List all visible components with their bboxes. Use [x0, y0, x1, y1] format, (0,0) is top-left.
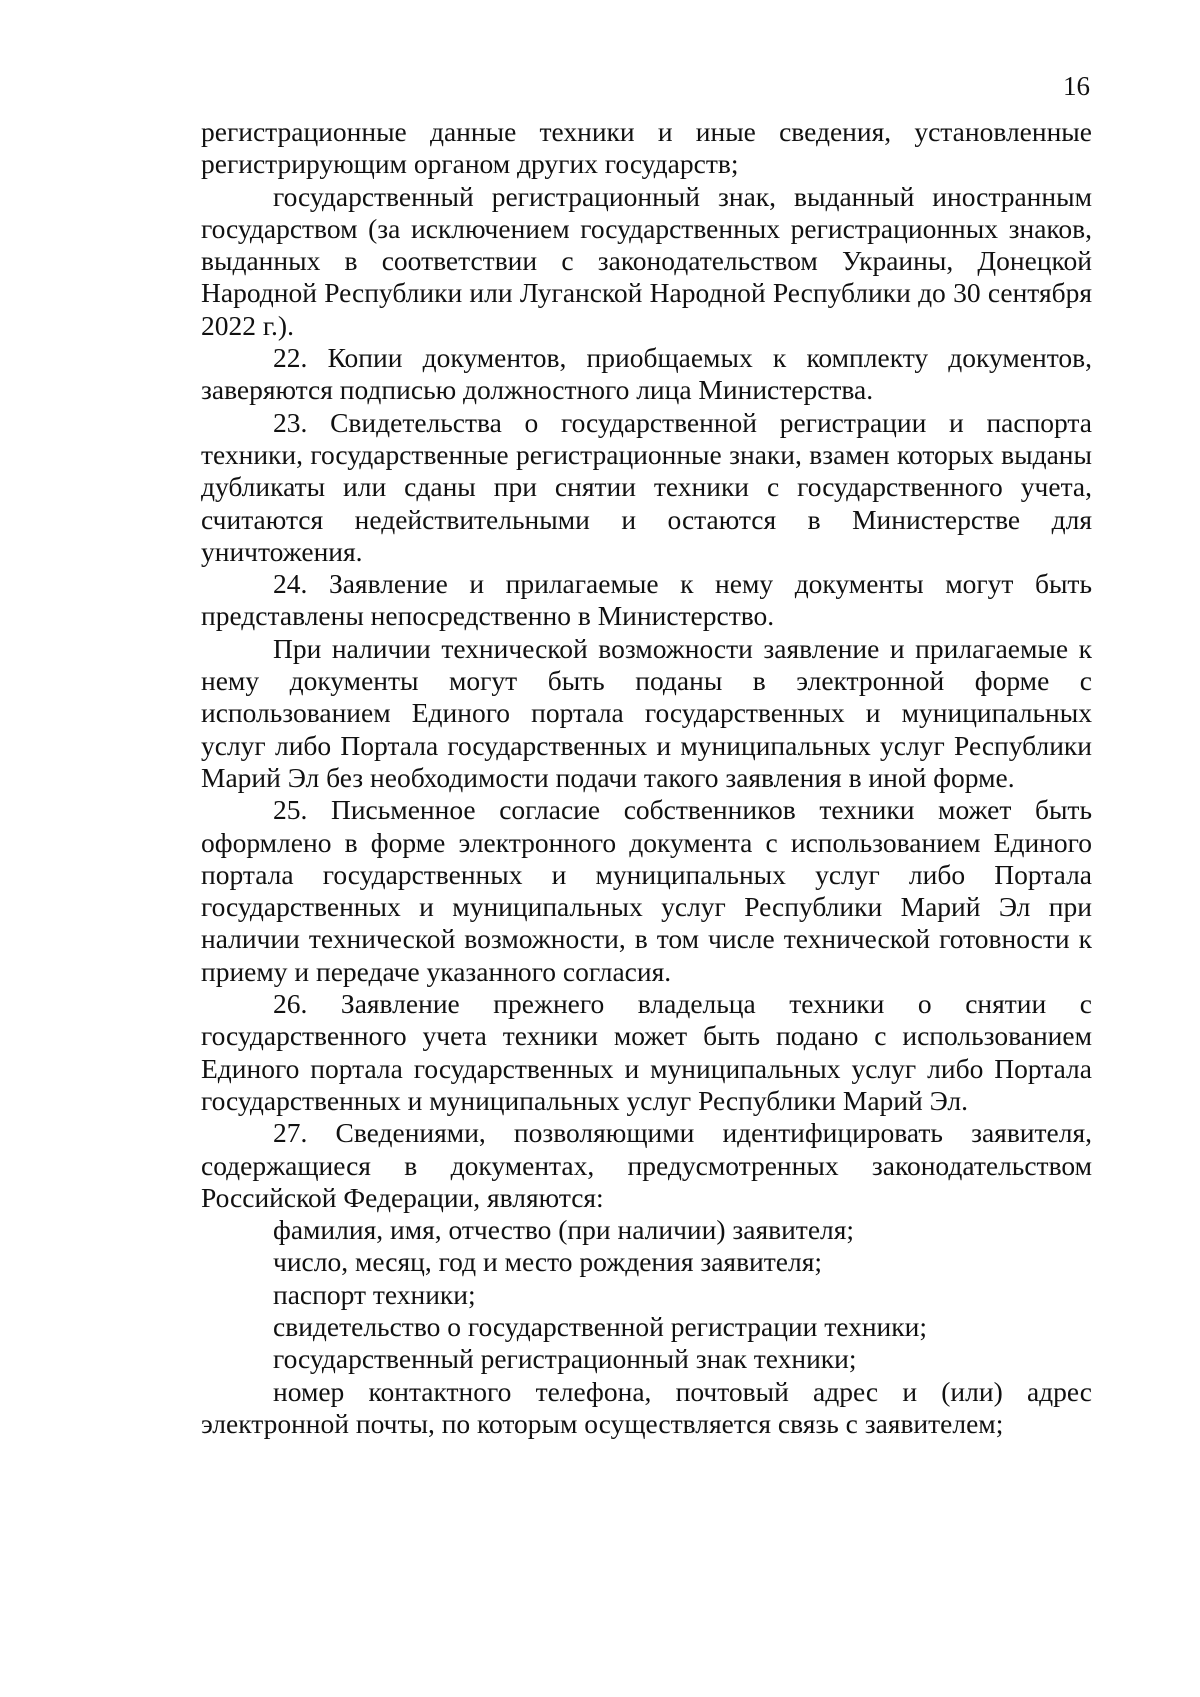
paragraph-electronic-submission: При наличии технической возможности заявление и прилагаемые к нему документы могут быть поданы в электронной форме с использованием Единого портала государственных и муниципальных услуг либо Портала государственных и муниципальных услуг Республики Марий Эл без необходимости подачи такого заявления в иной форме. — [201, 632, 1092, 793]
list-item-vehicle-passport: паспорт техники; — [273, 1278, 476, 1310]
paragraph-item-25: 25. Письменное согласие собственников техники может быть оформлено в форме электронного документа с использованием Единого портала государственных и муниципальных услуг либо Портала государственных и муниципальных услуг Республики Марий Эл при наличии технической возможности, в том числе технической готовности к приему и передаче указанного согласия. — [201, 794, 1092, 987]
paragraph-item-22: 22. Копии документов, приобщаемых к комплекту документов, заверяются подписью должностного лица Министерства. — [201, 342, 1092, 406]
paragraph-registration-data: регистрационные данные техники и иные сведения, установленные регистрирующим органом других государств; — [201, 116, 1092, 180]
page-number: 16 — [1063, 71, 1090, 101]
paragraph-foreign-plate: государственный регистрационный знак, выданный иностранным государством (за исключением государственных регистрационных знаков, выданных в соответствии с законодательством Украины, Донецкой Народной Республики или Луганской Народной Республики до 30 сентября 2022 г.). — [201, 180, 1092, 341]
list-item-full-name: фамилия, имя, отчество (при наличии) заявителя; — [273, 1214, 855, 1246]
paragraph-item-27: 27. Сведениями, позволяющими идентифицировать заявителя, содержащиеся в документах, предусмотренных законодательством Российской Федерации, являются: — [201, 1117, 1092, 1213]
document-body — [201, 116, 1092, 1440]
paragraph-item-26: 26. Заявление прежнего владельца техники о снятии с государственного учета техники может быть подано с использованием Единого портала государственных и муниципальных услуг либо Портала государственных и муниципальных услуг Республики Марий Эл. — [201, 988, 1092, 1116]
list-item-registration-plate: государственный регистрационный знак техники; — [273, 1343, 857, 1375]
list-item-contact-details: номер контактного телефона, почтовый адрес и (или) адрес электронной почты, по которым осуществляется связь с заявителем; — [201, 1375, 1092, 1439]
paragraph-item-24: 24. Заявление и прилагаемые к нему документы могут быть представлены непосредственно в Министерство. — [201, 568, 1092, 632]
list-item-registration-certificate: свидетельство о государственной регистрации техники; — [273, 1310, 927, 1342]
list-item-birth-date-place: число, месяц, год и место рождения заявителя; — [273, 1246, 823, 1278]
paragraph-item-23: 23. Свидетельства о государственной регистрации и паспорта техники, государственные регистрационные знаки, взамен которых выданы дубликаты или сданы при снятии техники с государственного учета, считаются недействительными и остаются в Министерстве для уничтожения. — [201, 406, 1092, 567]
